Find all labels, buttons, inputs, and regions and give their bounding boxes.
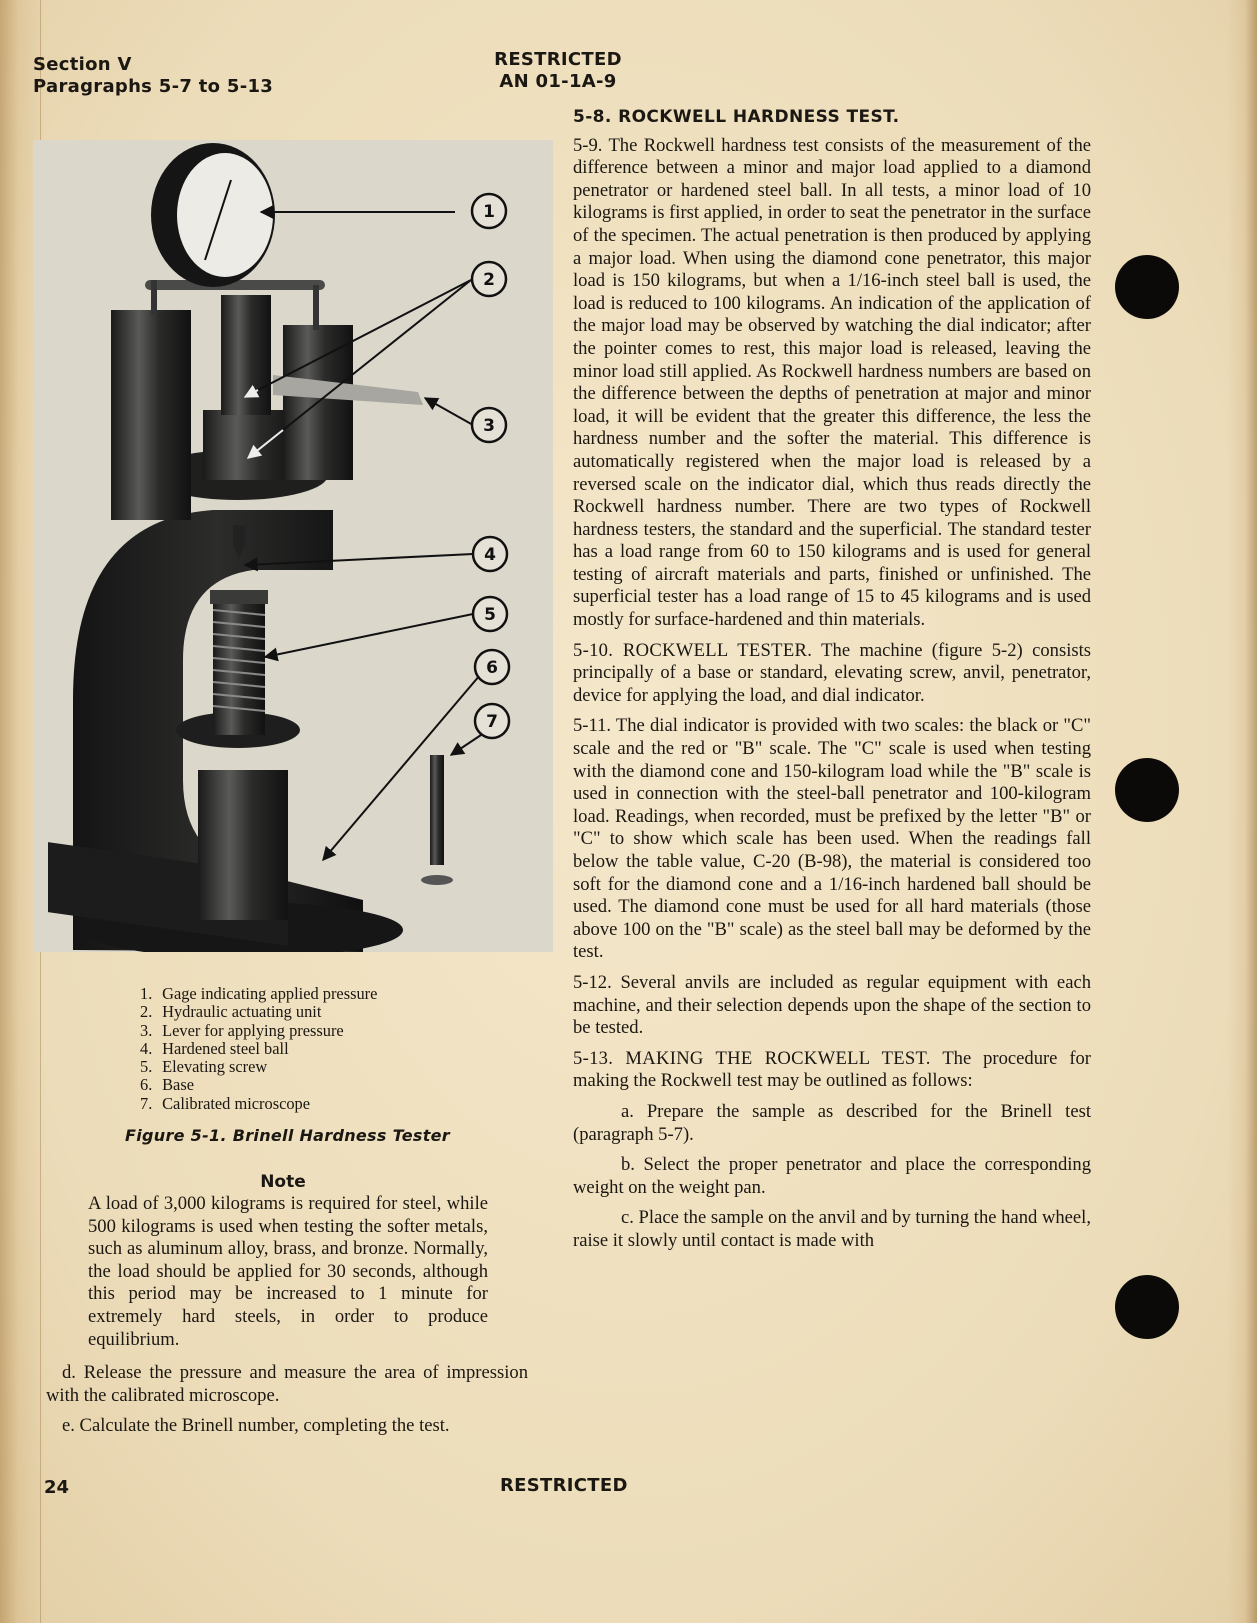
classification-label: RESTRICTED [494,49,622,70]
callout-5-label: 5 [484,605,496,625]
paragraph-5-13-body: The procedure for making the Rockwell test may be outlined as follows: [573,1047,1092,1092]
callout-3-label: 3 [483,416,495,436]
callout-1-label: 1 [483,202,495,222]
step-c: c. Place the sample on the anvil and by turning the hand wheel, raise it slowly until contact is made with [573,1207,1091,1251]
classification-header [478,49,638,93]
paragraph-5-13 [573,1048,1091,1093]
section-header [33,54,273,98]
legend-number: 4. [140,1038,153,1058]
legend-item [140,1003,377,1021]
legend-item [140,1095,377,1113]
legend-number: 5. [140,1057,153,1077]
binder-hole-middle [1115,758,1179,822]
paragraph-5-10-lead: 5-10. ROCKWELL TESTER. [573,639,813,661]
paragraph-5-10 [573,640,1091,708]
legend-item [140,1076,377,1094]
legend-number: 2. [140,1002,153,1022]
figure-legend [140,985,377,1113]
section-label: Section V [33,54,132,75]
footer-classification: RESTRICTED [500,1475,628,1496]
legend-number: 3. [140,1020,153,1040]
legend-label: Base [162,1075,194,1095]
binder-hole-bottom [1115,1275,1179,1339]
callout-4-label: 4 [484,545,496,565]
legend-label: Gage indicating applied pressure [162,984,378,1003]
paragraph-range: Paragraphs 5-7 to 5-13 [33,76,274,97]
paragraph-5-12: 5-12. Several anvils are included as regular equipment with each machine, and their selection depends upon the shape of the section to be tested. [573,971,1091,1039]
heading-rockwell-hardness-test: 5-8. ROCKWELL HARDNESS TEST. [573,107,900,127]
step-b: b. Select the proper penetrator and place the corresponding weight on the weight pan. [573,1154,1091,1198]
legend-number: 1. [140,984,153,1003]
legend-item [140,1058,377,1076]
page-number: 24 [44,1477,70,1498]
legend-item [140,1040,377,1058]
note-body: A load of 3,000 kilograms is required for steel, while 500 kilograms is used when testing the softer metals, such as aluminum alloy, brass, and bronze. Normally, the load should be applied for 30 seconds, although this period may be increased to 1 minute for extremely hard steels, in order to produce equilibrium. [88,1193,488,1350]
paragraph-5-11: 5-11. The dial indicator is provided with two scales: the black or "C" scale and the red or "B" scale. The "C" scale is used when testing with the diamond cone and 150-kilogram load while the "B" scale is used in connection with the steel-ball penetrator and 100-kilogram load. Readings, when recorded, must be prefixed by the letter "B" or "C" to show which scale has been used. When the readings fall below the table value, C-20 (B-98), the material is considered too soft for the diamond cone and a 1/16-inch hardened ball should be used. The diamond cone must be used for all hard materials (those above 100 on the "B" scale) as the steel ball may be deformed by the test. [573,715,1091,963]
callout-2-label: 2 [483,270,495,290]
brinell-steps [46,1362,528,1446]
figure-brinell-tester [33,140,553,952]
document-number: AN 01-1A-9 [499,71,617,92]
legend-number: 6. [140,1075,153,1095]
legend-item [140,985,377,1003]
note-title: Note [260,1172,306,1192]
brinell-tester-illustration [33,140,553,952]
legend-label: Calibrated microscope [162,1093,311,1113]
step-e: e. Calculate the Brinell number, completing the test. [62,1415,450,1437]
step-d: d. Release the pressure and measure the area of impression with the calibrated microscope. [46,1362,528,1406]
paragraph-5-10-body: The machine (figure 5-2) consists principally of a base or standard, elevating screw, anvil, penetrator, device for applying the load, and dial indicator. [573,639,1091,706]
callout-7-label: 7 [486,712,498,732]
callout-6-label: 6 [486,658,498,678]
legend-label: Hydraulic actuating unit [162,1002,322,1022]
paragraph-5-9: 5-9. The Rockwell hardness test consists of the measurement of the difference between a minor and major load applied to a diamond penetrator or hardened steel ball. In all tests, a minor load of 10 kilograms is first applied, in order to seat the penetrator in the surface of the specimen. The actual penetration is then produced by applying a major load. When using the diamond cone penetrator, this major load is 150 kilograms, but when a 1/16-inch steel ball is used, the load is reduced to 100 kilograms. An indication of the application of the major load may be observed by watching the dial indicator; after the pointer comes to rest, this major load is released, leaving the minor load still applied. As Rockwell hardness numbers are based on the difference between the depths of penetration at major and minor load, it will be evident that the greater this difference, the less the hardness number and the softer the material. This difference is automatically registered when the major load is released by a reversed scale on the indicator dial, which thus reads directly the Rockwell hardness number. There are two types of Rockwell hardness testers, the standard and the superficial. The standard tester has a load range from 60 to 150 kilograms and is used for general testing of aircraft materials and parts, finished or unfinished. The superficial tester has a load range of 15 to 45 kilograms and is used mostly for surface-hardened and thin materials. [573,134,1091,631]
legend-label: Lever for applying pressure [162,1020,344,1040]
legend-number: 7. [140,1093,153,1113]
legend-label: Hardened steel ball [162,1038,289,1058]
legend-label: Elevating screw [162,1057,268,1077]
legend-item [140,1022,377,1040]
binder-hole-top [1115,255,1179,319]
paragraph-5-13-lead: 5-13. MAKING THE ROCKWELL TEST. [573,1047,931,1069]
figure-caption: Figure 5-1. Brinell Hardness Tester [125,1126,450,1145]
right-column-text [573,106,1091,1261]
step-a: a. Prepare the sample as described for the Brinell test (paragraph 5-7). [573,1100,1091,1145]
